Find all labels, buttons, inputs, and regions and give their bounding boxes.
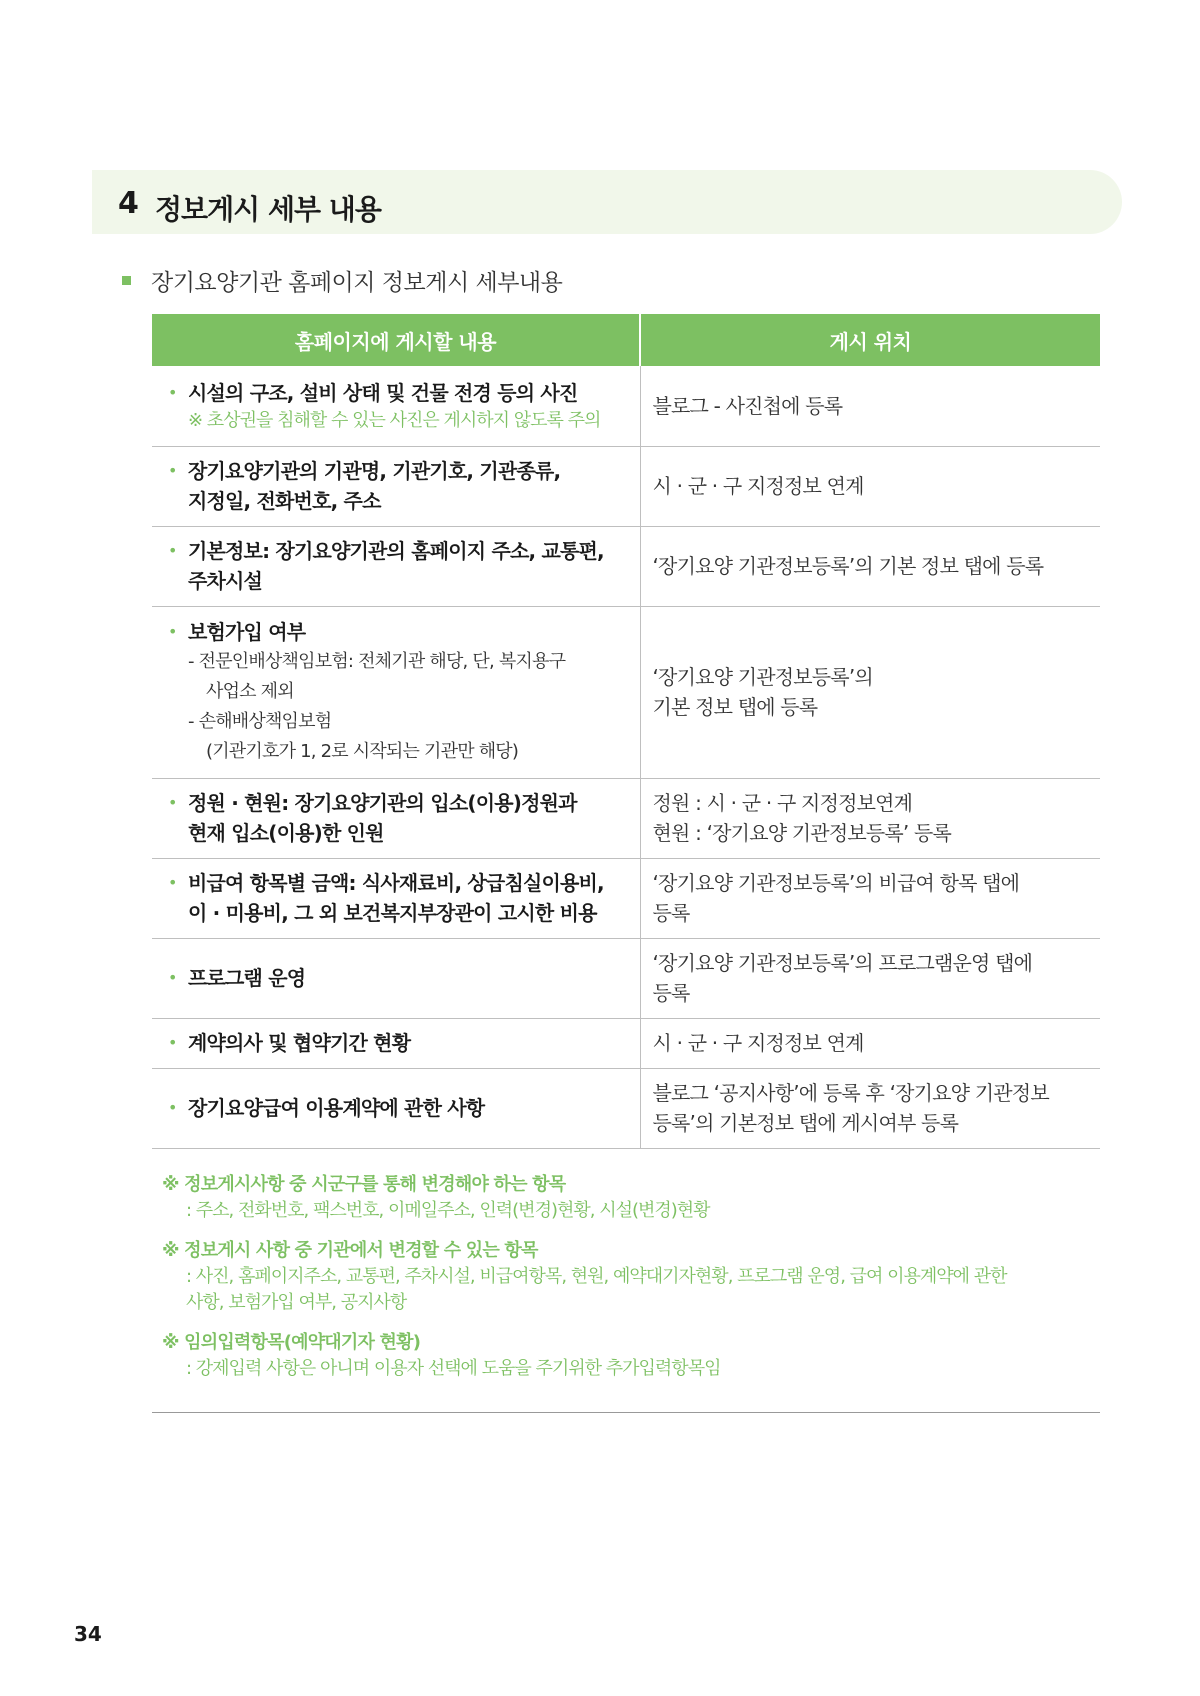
square-bullet-icon: [122, 276, 131, 285]
content-cell: [152, 526, 640, 606]
bullet-icon: •: [168, 541, 177, 560]
location-cell: 시 · 군 · 구 지정정보 연계: [640, 1018, 1100, 1068]
content-note: ※ 초상권을 침해할 수 있는 사진은 게시하지 않도록 주의: [188, 409, 601, 431]
note-body: 사항, 보험가입 여부, 공지사항: [186, 1292, 407, 1313]
location-line: ‘장기요양 기관정보등록’의 비급여 항목 탭에: [652, 871, 1020, 895]
content-line: 비급여 항목별 금액: 식사재료비, 상급침실이용비,: [188, 871, 604, 895]
table-row: [152, 526, 1100, 606]
location-cell: [640, 858, 1100, 938]
location-cell: [640, 606, 1100, 778]
header-location: 게시 위치: [640, 314, 1100, 366]
header-content: 홈페이지에 게시할 내용: [152, 314, 640, 366]
table-row: [152, 858, 1100, 938]
table-row: [152, 606, 1100, 778]
note-title: ※ 정보게시사항 중 시군구를 통해 변경해야 하는 항목: [162, 1174, 566, 1195]
bullet-icon: •: [168, 382, 177, 402]
bullet-icon: •: [168, 1033, 177, 1052]
content-line: 장기요양급여 이용계약에 관한 사항: [188, 1096, 485, 1120]
content-subline: - 전문인배상책임보험: 전체기관 해당, 단, 복지용구: [188, 651, 566, 672]
content-cell: [152, 778, 640, 858]
content-cell: [152, 858, 640, 938]
content-cell: [152, 446, 640, 526]
location-cell: [640, 778, 1100, 858]
note-block: [162, 1238, 1092, 1316]
location-cell: [640, 1068, 1100, 1148]
content-line: 시설의 구조, 설비 상태 및 건물 전경 등의 사진: [188, 380, 578, 405]
page-number: 34: [74, 1622, 102, 1646]
content-cell: [152, 1068, 640, 1148]
content-line: 지정일, 전화번호, 주소: [188, 489, 381, 513]
info-table: [152, 314, 1100, 1149]
location-cell: 블로그 - 사진첩에 등록: [640, 366, 1100, 446]
location-cell: ‘장기요양 기관정보등록’의 기본 정보 탭에 등록: [640, 526, 1100, 606]
notes-section: [162, 1172, 1092, 1396]
location-line: 등록’의 기본정보 탭에 게시여부 등록: [652, 1111, 959, 1135]
content-line: 계약의사 및 협약기간 현황: [188, 1031, 411, 1055]
table-row: [152, 366, 1100, 446]
bullet-icon: •: [168, 968, 177, 987]
content-cell: [152, 606, 640, 778]
note-body: : 사진, 홈페이지주소, 교통편, 주차시설, 비급여항목, 현원, 예약대기자현황, 프로그램 운영, 급여 이용계약에 관한: [186, 1266, 1007, 1287]
content-line: 보험가입 여부: [188, 620, 306, 644]
location-line: ‘장기요양 기관정보등록’의 프로그램운영 탭에: [652, 951, 1033, 975]
bullet-icon: •: [168, 873, 177, 892]
content-cell: [152, 1018, 640, 1068]
table-row: [152, 1068, 1100, 1148]
content-subline: 사업소 제외: [206, 681, 294, 702]
table-row: [152, 446, 1100, 526]
content-subline: (기관기호가 1, 2로 시작되는 기관만 해당): [206, 741, 519, 762]
section-title: 정보게시 세부 내용: [155, 193, 381, 226]
sub-heading: [122, 264, 562, 297]
content-cell: [152, 366, 640, 446]
location-cell: [640, 938, 1100, 1018]
content-line: 정원 · 현원: 장기요양기관의 입소(이용)정원과: [188, 791, 577, 815]
location-line: ‘장기요양 기관정보등록’의: [652, 665, 873, 689]
location-line: 등록: [652, 981, 690, 1005]
table-row: [152, 1018, 1100, 1068]
note-block: [162, 1330, 1092, 1382]
content-line: 이 · 미용비, 그 외 보건복지부장관이 고시한 비용: [188, 901, 597, 925]
content-line: 장기요양기관의 기관명, 기관기호, 기관종류,: [188, 459, 561, 483]
note-body: : 주소, 전화번호, 팩스번호, 이메일주소, 인력(변경)현황, 시설(변경)현황: [186, 1200, 710, 1221]
location-cell: 시 · 군 · 구 지정정보 연계: [640, 446, 1100, 526]
note-title: ※ 정보게시 사항 중 기관에서 변경할 수 있는 항목: [162, 1240, 538, 1261]
content-line: 주차시설: [188, 569, 263, 593]
note-block: [162, 1172, 1092, 1224]
note-title: ※ 임의입력항목(예약대기자 현황): [162, 1332, 421, 1353]
sub-heading-text: 장기요양기관 홈페이지 정보게시 세부내용: [151, 270, 563, 296]
note-body: : 강제입력 사항은 아니며 이용자 선택에 도움을 주기위한 추가입력항목임: [186, 1358, 721, 1379]
location-line: 등록: [652, 901, 690, 925]
content-cell: [152, 938, 640, 1018]
location-line: 블로그 ‘공지사항’에 등록 후 ‘장기요양 기관정보: [652, 1081, 1049, 1105]
bottom-divider: [152, 1412, 1100, 1413]
location-line: 현원 : ‘장기요양 기관정보등록’ 등록: [652, 821, 952, 845]
table-row: [152, 938, 1100, 1018]
location-line: 기본 정보 탭에 등록: [652, 695, 818, 719]
table-row: [152, 778, 1100, 858]
content-line: 프로그램 운영: [188, 966, 306, 990]
bullet-icon: •: [168, 461, 177, 480]
table-header-row: [152, 314, 1100, 366]
section-number: 4: [118, 186, 139, 221]
bullet-icon: •: [168, 622, 177, 641]
content-line: 기본정보: 장기요양기관의 홈페이지 주소, 교통편,: [188, 539, 604, 563]
bullet-icon: •: [168, 793, 177, 812]
content-line: 현재 입소(이용)한 인원: [188, 821, 384, 845]
location-line: 정원 : 시 · 군 · 구 지정정보연계: [652, 791, 913, 815]
content-subline: - 손해배상책임보험: [188, 711, 332, 732]
bullet-icon: •: [168, 1098, 177, 1117]
